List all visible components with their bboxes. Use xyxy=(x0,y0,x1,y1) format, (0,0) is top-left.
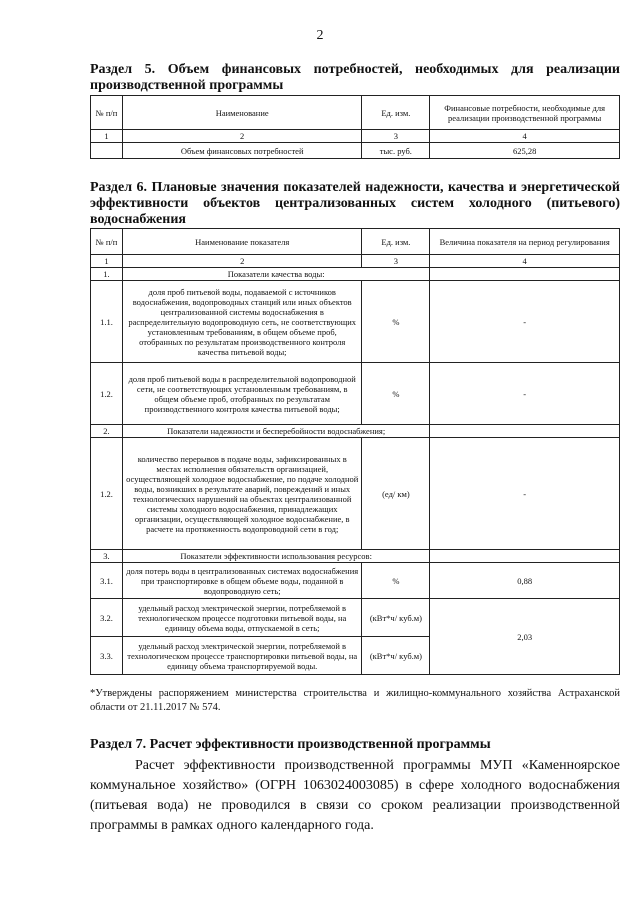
s6-row-name: количество перерывов в подаче воды, зафиксированных в местах исполнения обязательств организацией, осуществляющей холодное водоснабжение, по подаче холодной воды, возникших в результате аварий, повреждений и иных технологических нарушений на объектах централизованной системы холодного водоснабжения, принадлежащих организации, осуществляющей холодное водоснабжение, в расчете на протяженность водопроводной сети в год; xyxy=(122,438,362,550)
s6-header-unit: Ед. изм. xyxy=(362,229,430,255)
s5-header-value: Финансовые потребности, необходимые для реализации производственной программы xyxy=(430,96,620,130)
s6-row-value: - xyxy=(430,281,620,363)
s6-row-unit: (ед/ км) xyxy=(362,438,430,550)
s6-row-name: доля потерь воды в централизованных системах водоснабжения при транспортировке в общем объеме воды, поданной в водопроводную сеть; xyxy=(122,563,362,599)
s6-row-unit: % xyxy=(362,363,430,425)
s5-data-num xyxy=(91,143,123,159)
s6-header-num: № п/п xyxy=(91,229,123,255)
s6-row-num: 3.3. xyxy=(91,637,123,675)
s6-empty-cell xyxy=(430,268,620,281)
s5-num-cell: 1 xyxy=(91,130,123,143)
s5-header-num: № п/п xyxy=(91,96,123,130)
s6-row-unit: (кВт*ч/ куб.м) xyxy=(362,637,430,675)
section6-title: Раздел 6. Плановые значения показателей надежности, качества и энергетической эффективности объектов централизованных систем холодного (питьевого) водоснабжения xyxy=(90,180,620,227)
s6-row-num: 3.1. xyxy=(91,563,123,599)
section6-footnote: *Утверждены распоряжением министерства строительства и жилищно-коммунального хозяйства Астраханской области от 21.11.2017 № 574. xyxy=(90,688,620,713)
s6-group-label: Показатели качества воды: xyxy=(122,268,429,281)
s5-num-cell: 2 xyxy=(122,130,361,143)
s6-row-num: 1.2. xyxy=(91,438,123,550)
page-number: 2 xyxy=(316,28,324,43)
s6-row-unit: % xyxy=(362,281,430,363)
section5-title: Раздел 5. Объем финансовых потребностей, необходимых для реализации производственной программы xyxy=(90,62,620,93)
s6-row-num: 1.1. xyxy=(91,281,123,363)
s5-data-value: 625,28 xyxy=(430,143,620,159)
s6-header-name: Наименование показателя xyxy=(122,229,362,255)
s6-row-name: доля проб питьевой воды в распределительной водопроводной сети, не соответствующих установленным требованиям, в общем объеме проб, отобранных по результатам производственного контроля качества питьевой воды; xyxy=(122,363,362,425)
s5-data-unit: тыс. руб. xyxy=(362,143,430,159)
s5-header-name: Наименование xyxy=(122,96,361,130)
s6-row-name: удельный расход электрической энергии, потребляемой в технологическом процессе транспортировки питьевой воды, на единицу объема транспортируемой воды. xyxy=(122,637,362,675)
section7-title: Раздел 7. Расчет эффективности производственной программы xyxy=(90,737,491,752)
s6-row-unit: (кВт*ч/ куб.м) xyxy=(362,599,430,637)
s6-row-num: 3.2. xyxy=(91,599,123,637)
section6-table xyxy=(90,228,620,675)
s6-group-num: 3. xyxy=(91,550,123,563)
s6-row-value: - xyxy=(430,363,620,425)
section7-body: Расчет эффективности производственной программы МУП «Каменноярское коммунальное хозяйство» (ОГРН 1063024003085) в сфере холодного водоснабжения (питьевая вода) не проводился в связи со сроком реализации производственной программы в рамках одного календарного года. xyxy=(90,758,620,833)
s5-num-cell: 3 xyxy=(362,130,430,143)
s6-group-num: 2. xyxy=(91,425,123,438)
s6-group-label: Показатели надежности и бесперебойности водоснабжения; xyxy=(122,425,429,438)
s6-row-unit: % xyxy=(362,563,430,599)
s6-group-label: Показатели эффективности использования ресурсов: xyxy=(122,550,429,563)
s6-num-cell: 2 xyxy=(122,255,362,268)
s6-empty-cell xyxy=(430,425,620,438)
s6-group-num: 1. xyxy=(91,268,123,281)
s6-num-cell: 1 xyxy=(91,255,123,268)
s6-row-value: - xyxy=(430,438,620,550)
s6-num-cell: 3 xyxy=(362,255,430,268)
s6-row-num: 1.2. xyxy=(91,363,123,425)
s6-row-name: доля проб питьевой воды, подаваемой с источников водоснабжения, водопроводных станций или иных объектов централизованной системы водоснабжения в распределительную водопроводную сеть, не соответствующих установленным требованиям, в общем объеме проб, отобранных по результатам производственного контроля качества питьевой воды; xyxy=(122,281,362,363)
section5-table xyxy=(90,95,620,159)
s6-header-value: Величина показателя на период регулирования xyxy=(430,229,620,255)
s6-merged-value: 2,03 xyxy=(430,599,620,675)
s6-num-cell: 4 xyxy=(430,255,620,268)
s5-header-unit: Ед. изм. xyxy=(362,96,430,130)
s6-row-name: удельный расход электрической энергии, потребляемой в технологическом процессе подготовки питьевой воды, на единицу объема воды, отпускаемой в сеть; xyxy=(122,599,362,637)
s5-data-name: Объем финансовых потребностей xyxy=(122,143,361,159)
s6-row-value: 0,88 xyxy=(430,563,620,599)
s5-num-cell: 4 xyxy=(430,130,620,143)
s6-empty-cell xyxy=(430,550,620,563)
